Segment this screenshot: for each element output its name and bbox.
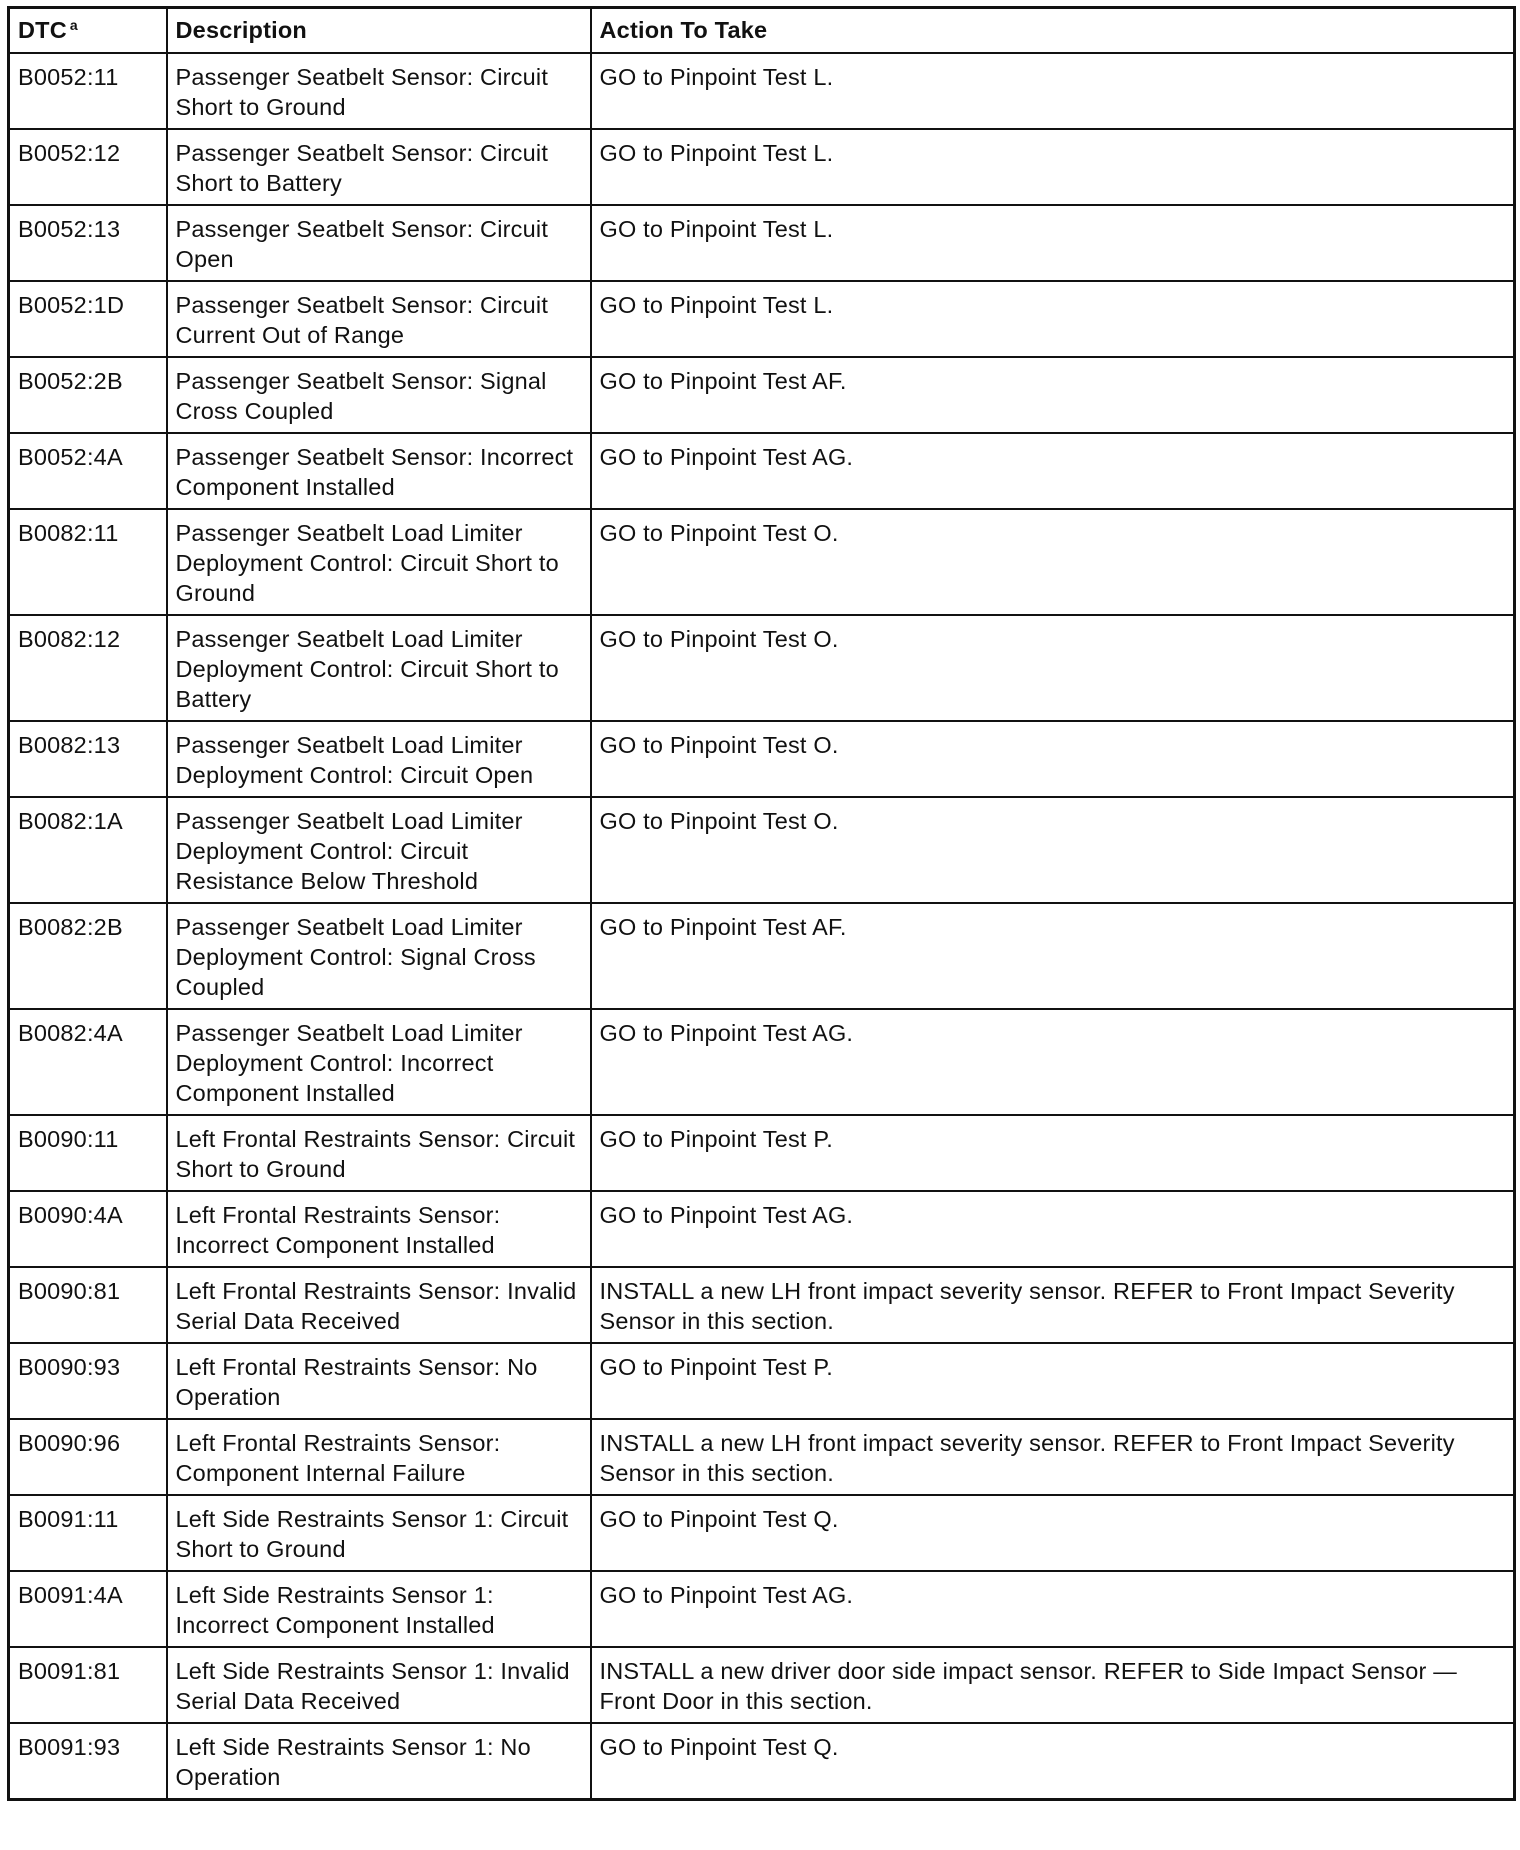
- dtc-code-cell: B0052:11: [9, 53, 167, 129]
- action-cell: GO to Pinpoint Test L.: [591, 129, 1515, 205]
- action-cell: GO to Pinpoint Test L.: [591, 53, 1515, 129]
- description-cell: Passenger Seatbelt Sensor: Circuit Current Out of Range: [167, 281, 591, 357]
- description-cell: Left Frontal Restraints Sensor: Incorrect Component Installed: [167, 1191, 591, 1267]
- action-cell: GO to Pinpoint Test O.: [591, 797, 1515, 903]
- description-cell: Passenger Seatbelt Load Limiter Deployment Control: Circuit Resistance Below Threshold: [167, 797, 591, 903]
- dtc-code-cell: B0090:4A: [9, 1191, 167, 1267]
- table-row: [9, 615, 1515, 721]
- description-cell: Passenger Seatbelt Sensor: Signal Cross Coupled: [167, 357, 591, 433]
- table-row: [9, 1115, 1515, 1191]
- description-cell: Left Frontal Restraints Sensor: Component Internal Failure: [167, 1419, 591, 1495]
- description-cell: Passenger Seatbelt Sensor: Circuit Open: [167, 205, 591, 281]
- action-cell: GO to Pinpoint Test P.: [591, 1343, 1515, 1419]
- table-row: [9, 797, 1515, 903]
- action-cell: GO to Pinpoint Test AG.: [591, 1191, 1515, 1267]
- table-row: [9, 903, 1515, 1009]
- dtc-code-cell: B0052:4A: [9, 433, 167, 509]
- dtc-code-cell: B0052:1D: [9, 281, 167, 357]
- table-row: [9, 205, 1515, 281]
- dtc-code-cell: B0082:12: [9, 615, 167, 721]
- dtc-code-cell: B0052:13: [9, 205, 167, 281]
- table-row: [9, 357, 1515, 433]
- header-action: Action To Take: [591, 8, 1515, 54]
- dtc-code-cell: B0082:11: [9, 509, 167, 615]
- table-row: [9, 509, 1515, 615]
- description-cell: Passenger Seatbelt Load Limiter Deployment Control: Circuit Short to Battery: [167, 615, 591, 721]
- action-cell: GO to Pinpoint Test L.: [591, 205, 1515, 281]
- table-row: [9, 1723, 1515, 1800]
- table-header-row: [9, 8, 1515, 54]
- table-row: [9, 1343, 1515, 1419]
- table-body: [9, 53, 1515, 1800]
- header-description: Description: [167, 8, 591, 54]
- table-row: [9, 721, 1515, 797]
- dtc-code-cell: B0090:96: [9, 1419, 167, 1495]
- action-cell: GO to Pinpoint Test O.: [591, 615, 1515, 721]
- table-row: [9, 1191, 1515, 1267]
- action-cell: GO to Pinpoint Test O.: [591, 721, 1515, 797]
- action-cell: INSTALL a new LH front impact severity sensor. REFER to Front Impact Severity Sensor in this section.: [591, 1267, 1515, 1343]
- action-cell: INSTALL a new LH front impact severity sensor. REFER to Front Impact Severity Sensor in this section.: [591, 1419, 1515, 1495]
- table-row: [9, 1267, 1515, 1343]
- action-cell: GO to Pinpoint Test Q.: [591, 1495, 1515, 1571]
- action-cell: GO to Pinpoint Test AG.: [591, 1571, 1515, 1647]
- description-cell: Passenger Seatbelt Load Limiter Deployment Control: Circuit Open: [167, 721, 591, 797]
- action-cell: GO to Pinpoint Test AF.: [591, 903, 1515, 1009]
- dtc-code-cell: B0090:93: [9, 1343, 167, 1419]
- description-cell: Passenger Seatbelt Sensor: Incorrect Component Installed: [167, 433, 591, 509]
- header-dtc-label: DTC: [18, 17, 67, 43]
- action-cell: GO to Pinpoint Test AG.: [591, 1009, 1515, 1115]
- description-cell: Left Frontal Restraints Sensor: Invalid Serial Data Received: [167, 1267, 591, 1343]
- dtc-code-cell: B0082:4A: [9, 1009, 167, 1115]
- description-cell: Passenger Seatbelt Load Limiter Deployment Control: Signal Cross Coupled: [167, 903, 591, 1009]
- description-cell: Left Side Restraints Sensor 1: Incorrect Component Installed: [167, 1571, 591, 1647]
- description-cell: Left Frontal Restraints Sensor: Circuit Short to Ground: [167, 1115, 591, 1191]
- description-cell: Passenger Seatbelt Load Limiter Deployment Control: Incorrect Component Installed: [167, 1009, 591, 1115]
- dtc-code-cell: B0091:93: [9, 1723, 167, 1800]
- table-row: [9, 1495, 1515, 1571]
- action-cell: INSTALL a new driver door side impact sensor. REFER to Side Impact Sensor — Front Door in this section.: [591, 1647, 1515, 1723]
- dtc-code-cell: B0091:81: [9, 1647, 167, 1723]
- table-row: [9, 1009, 1515, 1115]
- action-cell: GO to Pinpoint Test L.: [591, 281, 1515, 357]
- header-dtc: [9, 8, 167, 54]
- table-row: [9, 281, 1515, 357]
- action-cell: GO to Pinpoint Test Q.: [591, 1723, 1515, 1800]
- dtc-code-cell: B0052:2B: [9, 357, 167, 433]
- description-cell: Passenger Seatbelt Sensor: Circuit Short to Ground: [167, 53, 591, 129]
- dtc-code-cell: B0090:11: [9, 1115, 167, 1191]
- description-cell: Left Side Restraints Sensor 1: Circuit Short to Ground: [167, 1495, 591, 1571]
- action-cell: GO to Pinpoint Test AG.: [591, 433, 1515, 509]
- description-cell: Passenger Seatbelt Load Limiter Deployment Control: Circuit Short to Ground: [167, 509, 591, 615]
- dtc-code-cell: B0082:1A: [9, 797, 167, 903]
- table-row: [9, 129, 1515, 205]
- dtc-code-cell: B0082:13: [9, 721, 167, 797]
- header-dtc-footnote-marker: a: [69, 17, 78, 33]
- table-row: [9, 433, 1515, 509]
- description-cell: Passenger Seatbelt Sensor: Circuit Short to Battery: [167, 129, 591, 205]
- table-row: [9, 1419, 1515, 1495]
- action-cell: GO to Pinpoint Test AF.: [591, 357, 1515, 433]
- description-cell: Left Frontal Restraints Sensor: No Operation: [167, 1343, 591, 1419]
- action-cell: GO to Pinpoint Test P.: [591, 1115, 1515, 1191]
- description-cell: Left Side Restraints Sensor 1: Invalid Serial Data Received: [167, 1647, 591, 1723]
- action-cell: GO to Pinpoint Test O.: [591, 509, 1515, 615]
- dtc-code-cell: B0090:81: [9, 1267, 167, 1343]
- table-row: [9, 53, 1515, 129]
- dtc-code-cell: B0091:4A: [9, 1571, 167, 1647]
- table-row: [9, 1647, 1515, 1723]
- dtc-code-cell: B0052:12: [9, 129, 167, 205]
- dtc-table: [7, 6, 1516, 1801]
- dtc-code-cell: B0082:2B: [9, 903, 167, 1009]
- dtc-code-cell: B0091:11: [9, 1495, 167, 1571]
- table-row: [9, 1571, 1515, 1647]
- description-cell: Left Side Restraints Sensor 1: No Operation: [167, 1723, 591, 1800]
